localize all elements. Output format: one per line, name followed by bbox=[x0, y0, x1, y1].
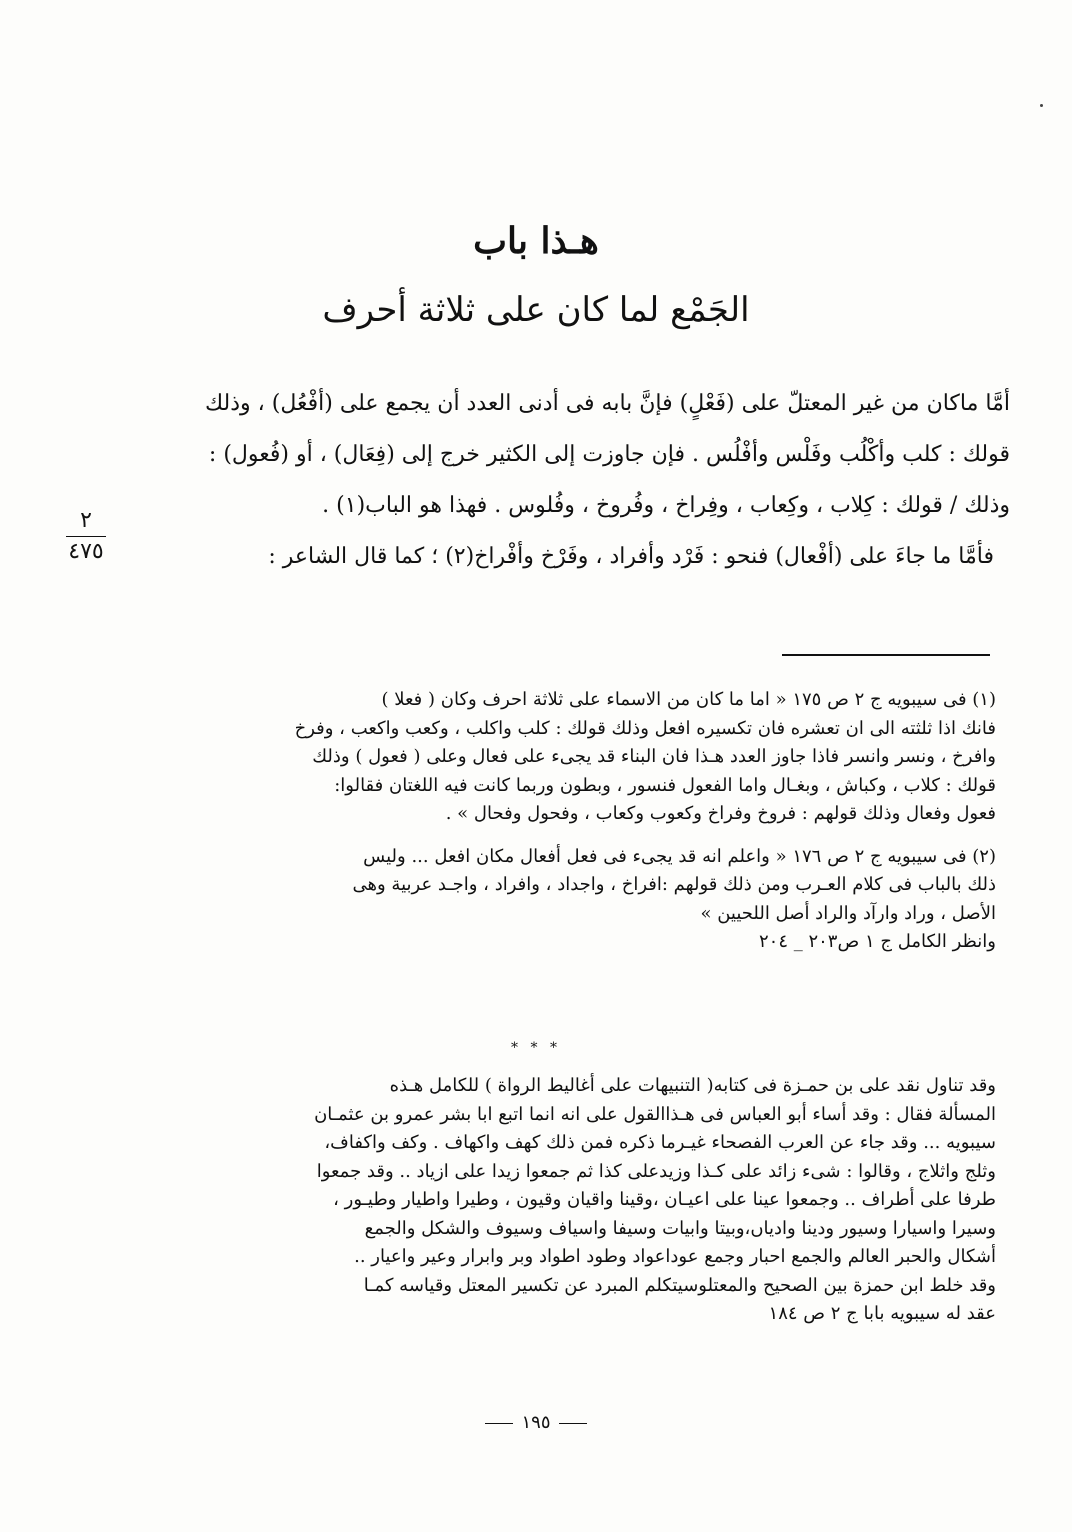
margin-reference-page: ٤٧٥ bbox=[68, 539, 104, 564]
commentary-line: وسيرا واسيارا وسيور ودينا وادياں،وبيتا وابيات وسيفا واسياف وسيوف والشكل والجمع bbox=[364, 1217, 996, 1239]
footnote-1-line: فانك اذا ثلثته الى ان تعشره فان تكسيره افعل وذلك قولك : كلب واكلب ، وكعب واكعب ، وفرخ bbox=[294, 717, 996, 739]
section-separator: * * * bbox=[511, 1040, 561, 1056]
footnote-2-line: الأصل ، وراد وارآد والراد أصل اللحيين » bbox=[700, 902, 996, 924]
main-text-line: فأمَّا ما جاءَ على (أفْعال) فنحو : فَرْد وأفراد ، وفَرْخ وأفْراخ(٢) ؛ كما قال الشاعر : bbox=[268, 544, 994, 569]
main-text-block bbox=[130, 378, 1010, 582]
footnote-divider bbox=[782, 654, 990, 656]
commentary-line: وقد تناول نقد على بن حمـزة فى كتابه( التنبيهات على أغاليط الرواة ) للكامل هـذه bbox=[389, 1075, 996, 1096]
page-number-footer bbox=[0, 1412, 1072, 1433]
chapter-title: هـذا باب bbox=[473, 220, 599, 262]
commentary-line: عقد له سيبويه بابا ج ٢ ص ١٨٤ bbox=[768, 1303, 996, 1324]
commentary-line: سيبويه ... وقد جاء عن العرب الفصحاء غيـرما ذكره فمن ذلك كهف واكهاف . وكف واكفاف، bbox=[324, 1132, 996, 1153]
page-number-dash-left bbox=[485, 1423, 513, 1424]
commentary-line: المسألة فقال : وقد أساء أبو العباس فى هـذاالقول على انه انما اتبع ابا بشر عمرو بن عثمـان bbox=[314, 1103, 996, 1125]
page-number: ١٩٥ bbox=[521, 1412, 551, 1433]
margin-reference-volume: ٢ bbox=[66, 508, 106, 537]
footnote-1-line: وافرخ ، ونسر وانسر فاذا جاوز العدد هـذا فان البناء قد يجىء على فعال وعلى ( فعول ) وذلك bbox=[312, 746, 996, 767]
footnote-2-line: وانظر الكامل ج ١ ص٢٠٣ _ ٢٠٤ bbox=[758, 931, 996, 952]
main-text-line: وذلك / قولك : كِلاب ، وكِعاب ، وفِراخ ، وفُروخ ، وفُلوس . فهذا هو الباب(١) . bbox=[322, 493, 1010, 518]
commentary-block bbox=[134, 1072, 996, 1329]
commentary-line: أشكال والحبر العالم والجمع احبار وجمع عوداعواد وطود اطواد وبر وابرار وعير واعيار .. bbox=[354, 1246, 996, 1267]
page-number-dash-right bbox=[559, 1423, 587, 1424]
ink-speck bbox=[1040, 104, 1043, 107]
footnotes-block bbox=[134, 686, 996, 957]
chapter-subtitle: الجَمْع لما كان على ثلاثة أحرف bbox=[322, 290, 750, 330]
footnote-1-line: (١) فى سيبويه ج ٢ ص ١٧٥ « اما ما كان من الاسماء على ثلاثة احرف وكان ( فعلا ) bbox=[381, 689, 996, 710]
footnote-1-line: قولك : كلاب ، وكباش ، وبغـال واما الفعول فنسور ، وبطون وربما كانت فيه اللغتان فقالوا: bbox=[334, 774, 996, 796]
main-text-line: قولك : كلب وأكْلُب وفَلْس وأفْلُس . فإن جاوزت إلى الكثير خرج إلى (فِعَال) ، أو (فُعول) : bbox=[208, 442, 1010, 467]
commentary-line: وقد خلط ابن حمزة بين الصحيح والمعتلوسيتكلم المبرد عن تكسير المعتل وقياسه كمـا bbox=[363, 1274, 996, 1296]
margin-reference bbox=[58, 508, 114, 565]
main-text-line: أمَّا ماكان من غير المعتلّ على (فَعْلٍ) فإنَّ بابه فى أدنى العدد أن يجمع على (أفْعُل) ، وذلك bbox=[205, 391, 1010, 416]
footnote-2-line: ذلك بالباب فى كلام العـرب ومن ذلك قولهم :افراخ ، واجداد ، وافراد ، واجـد عربية وهى bbox=[352, 874, 996, 895]
commentary-line: وثلج واثلاج ، وقالوا : شىء زائد على كـذا وزيدعلى كذا ثم جمعوا زيدا على ازياد .. وقد جمعوا bbox=[316, 1160, 996, 1182]
footnote-2-line: (٢) فى سيبويه ج ٢ ص ١٧٦ « واعلم انه قد يجىء فى فعل أفعال مكان افعل ... وليس bbox=[363, 845, 996, 867]
footnote-1-line: فعول وفعال وذلك قولهم : فروخ وفراخ وكعوب وكعاب ، وفحول وفحال » . bbox=[445, 803, 996, 824]
commentary-line: طرفا على أطراف .. وجمعوا عينا على اعيـان ،وقينا واقيان وقيون ، وطيرا واطيار وطيـور ، bbox=[333, 1189, 996, 1210]
